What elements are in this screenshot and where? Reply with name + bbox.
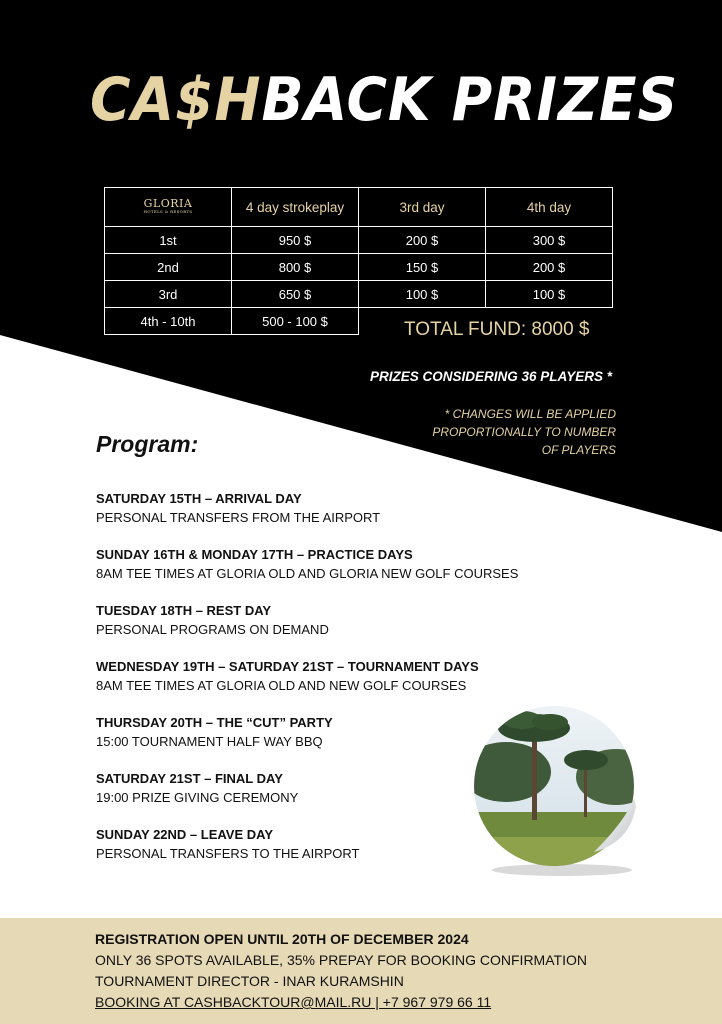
event-title: WEDNESDAY 19TH – SATURDAY 21ST – TOURNAMENT DAYS xyxy=(96,659,479,674)
page-title xyxy=(90,65,679,135)
director-text: TOURNAMENT DIRECTOR - INAR KURAMSHIN xyxy=(95,973,404,989)
prize-table-header xyxy=(105,188,613,227)
table-row xyxy=(105,227,613,254)
gloria-logo-name: GLORIA xyxy=(143,197,193,210)
gloria-logo xyxy=(144,198,193,214)
header-4-day-strokeplay: 4 day strokeplay xyxy=(232,188,359,227)
event-title: SUNDAY 16TH & MONDAY 17TH – PRACTICE DAYS xyxy=(96,547,413,562)
list-item xyxy=(96,489,656,527)
booking-link[interactable]: BOOKING AT CASHBACKTOUR@MAIL.RU | +7 967 979 66 11 xyxy=(95,994,492,1010)
prize-table xyxy=(104,187,613,335)
registration-text: REGISTRATION OPEN UNTIL 20TH OF DECEMBER 2024 xyxy=(95,931,469,947)
prize-cell: 200 $ xyxy=(486,254,613,281)
place-cell: 2nd xyxy=(105,254,232,281)
event-desc: PERSONAL TRANSFERS FROM THE AIRPORT xyxy=(96,510,381,525)
header-4th-day: 4th day xyxy=(486,188,613,227)
table-row xyxy=(105,281,613,308)
table-row xyxy=(105,254,613,281)
prize-cell: 150 $ xyxy=(359,254,486,281)
prize-cell: 200 $ xyxy=(359,227,486,254)
event-desc: 8AM TEE TIMES AT GLORIA OLD AND NEW GOLF COURSES xyxy=(96,678,467,693)
event-title: THURSDAY 20TH – THE “CUT” PARTY xyxy=(96,715,333,730)
prize-cell: 650 $ xyxy=(232,281,359,308)
footer-band xyxy=(0,918,722,1024)
title-back-prizes: BACK PRIZES xyxy=(261,65,679,135)
prize-cell: 800 $ xyxy=(232,254,359,281)
event-title: TUESDAY 18TH – REST DAY xyxy=(96,603,272,618)
prize-cell: 500 - 100 $ xyxy=(232,308,359,335)
gloria-logo-tagline: HOTELS & RESORTS xyxy=(143,209,193,214)
program-title: Program: xyxy=(96,431,199,457)
event-desc: PERSONAL PROGRAMS ON DEMAND xyxy=(96,622,329,637)
title-cash: CA$H xyxy=(90,65,262,135)
event-title: SATURDAY 21ST – FINAL DAY xyxy=(96,771,283,786)
list-item xyxy=(96,601,656,639)
place-cell: 4th - 10th xyxy=(105,308,232,335)
place-cell: 1st xyxy=(105,227,232,254)
prize-cell: 100 $ xyxy=(486,281,613,308)
event-desc: 8AM TEE TIMES AT GLORIA OLD AND GLORIA NEW GOLF COURSES xyxy=(96,566,519,581)
event-desc: PERSONAL TRANSFERS TO THE AIRPORT xyxy=(96,846,360,861)
spots-text: ONLY 36 SPOTS AVAILABLE, 35% PREPAY FOR BOOKING CONFIRMATION xyxy=(95,952,587,968)
golf-course-sticker-image xyxy=(466,702,650,882)
place-cell: 3rd xyxy=(105,281,232,308)
total-fund: TOTAL FUND: 8000 $ xyxy=(404,319,590,340)
gloria-logo-cell xyxy=(105,188,232,227)
event-desc: 19:00 PRIZE GIVING CEREMONY xyxy=(96,790,299,805)
list-item xyxy=(96,657,656,695)
header-3rd-day: 3rd day xyxy=(359,188,486,227)
prize-cell: 100 $ xyxy=(359,281,486,308)
prize-cell: 300 $ xyxy=(486,227,613,254)
footer-lines xyxy=(95,929,587,1013)
list-item xyxy=(96,545,656,583)
event-title: SATURDAY 15TH – ARRIVAL DAY xyxy=(96,491,302,506)
changes-note: * CHANGES WILL BE APPLIED PROPORTIONALLY TO NUMBER OF PLAYERS xyxy=(432,407,616,457)
prize-cell: 950 $ xyxy=(232,227,359,254)
players-note: PRIZES CONSIDERING 36 PLAYERS * xyxy=(369,369,612,384)
event-desc: 15:00 TOURNAMENT HALF WAY BBQ xyxy=(96,734,323,749)
event-title: SUNDAY 22ND – LEAVE DAY xyxy=(96,827,274,842)
